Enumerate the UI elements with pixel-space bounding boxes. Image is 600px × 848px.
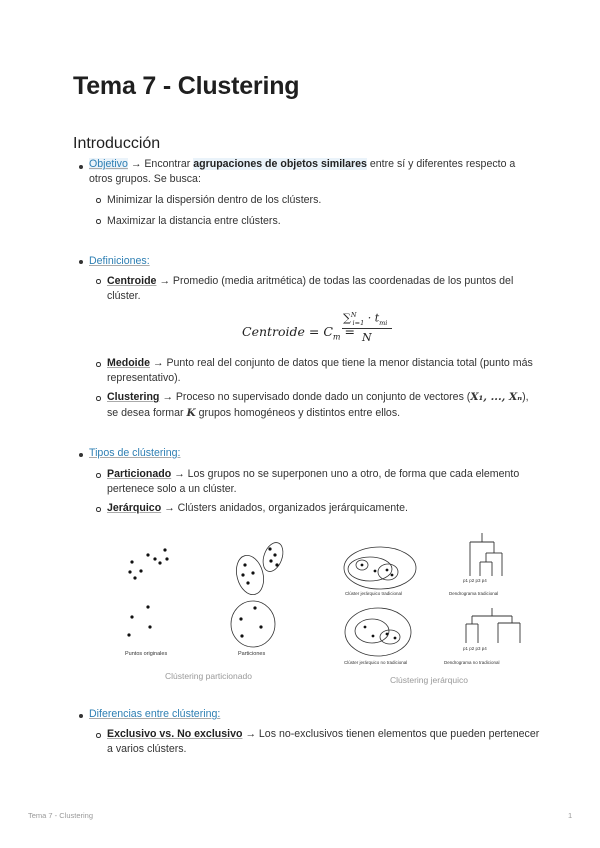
partitional-figure: [115, 535, 315, 665]
exclusivo-text: → Los no-exclusivos tienen elementos que pueden pertenecer: [242, 728, 540, 740]
sub-bullet-ring: [96, 279, 101, 284]
sub-bullet-ring: [96, 219, 101, 224]
clustering-line1: [107, 390, 529, 406]
exclusivo-line2: a varios clústers.: [107, 743, 187, 755]
label-dendrogram-nontraditional: Dendrograma no tradicional: [444, 660, 500, 665]
formula-sum: ∑: [343, 311, 351, 325]
leaves-traditional: p1 p2 p3 p4: [463, 578, 487, 583]
medoide-line2: representativo).: [107, 372, 181, 384]
clustering-end: ),: [522, 391, 529, 403]
objetivo-arrow-text: → Encontrar: [127, 158, 194, 170]
original-points-bottom: [127, 605, 151, 636]
label-cluster-traditional: Clúster jerárquico tradicional: [345, 591, 403, 596]
particionado-text: → Los grupos no se superponen uno a otro, de forma que cada elemento: [171, 468, 520, 480]
label-particiones: Particiones: [238, 651, 266, 657]
clustering-vectors: X₁, ..., Xₙ: [470, 391, 523, 403]
centroide-text: → Promedio (media aritmética) de todas las coordenadas de los puntos del: [156, 275, 514, 287]
particionado-line1: [107, 467, 519, 483]
jerarquico-line1: [107, 501, 408, 517]
centroid-formula: [242, 324, 355, 342]
original-points-top: [128, 548, 168, 579]
traditional-dendrogram: [470, 533, 502, 576]
sub-bullet-ring: [96, 198, 101, 203]
clustering-text: → Proceso no supervisado donde dado un conjunto de vectores (: [159, 391, 471, 403]
tipos-label: Tipos de clústering:: [89, 447, 181, 459]
centroide-line2: clúster.: [107, 290, 141, 302]
footer-title: Tema 7 - Clustering: [28, 811, 94, 820]
bullet-dot: [79, 165, 83, 169]
particionado-line2: pertenece solo a un clúster.: [107, 483, 237, 495]
objetivo-rest: entre sí y diferentes respecto a: [366, 158, 516, 170]
fraction-bar: [342, 328, 392, 329]
intro-heading: Introducción: [73, 135, 161, 152]
formula-eq: =: [344, 324, 355, 339]
formula-sub: m: [332, 332, 341, 342]
objetivo-label: Objetivo: [89, 158, 128, 170]
formula-term-sub: mi: [379, 318, 388, 327]
objetivo-subitem: Minimizar la dispersión dentro de los clústers.: [107, 194, 322, 206]
definiciones-label: Definiciones:: [89, 255, 150, 267]
particionado-term: Particionado: [107, 468, 172, 480]
objetivo-line1: [89, 157, 515, 173]
footer-page-number: 1: [568, 811, 573, 820]
nontraditional-cluster: [345, 608, 411, 656]
page-title: Tema 7 - Clustering: [73, 72, 300, 100]
hierarchical-figure: [340, 528, 530, 668]
caption-partitional: Clústering particionado: [165, 671, 252, 681]
centroide-term: Centroide: [107, 275, 157, 287]
medoide-line1: [107, 356, 533, 372]
label-cluster-nontraditional: Clúster jerárquico no tradicional: [344, 660, 408, 665]
clustering-line2: [107, 406, 400, 422]
sub-bullet-ring: [96, 362, 101, 367]
bullet-dot: [79, 714, 83, 718]
sub-bullet-ring: [96, 396, 101, 401]
objetivo-bold: agrupaciones de objetos similares: [193, 158, 367, 170]
leaves-nontraditional: p1 p2 p3 p4: [463, 646, 487, 651]
objetivo-subitem: Maximizar la distancia entre clústers.: [107, 215, 281, 227]
sub-bullet-ring: [96, 507, 101, 512]
sub-bullet-ring: [96, 733, 101, 738]
formula-denominator: N: [362, 331, 372, 344]
traditional-cluster: [344, 547, 416, 589]
exclusivo-line1: [107, 727, 539, 743]
medoide-text: → Punto real del conjunto de datos que tiene la menor distancia total (punto más: [149, 357, 533, 369]
clustering-term: Clustering: [107, 391, 160, 403]
nontraditional-dendrogram: [466, 608, 520, 643]
formula-sup: N: [350, 311, 357, 319]
medoide-term: Medoide: [107, 357, 150, 369]
clustering-line2b: grupos homogéneos y distintos entre ellos.: [195, 407, 401, 419]
partition-points-top: [232, 540, 286, 598]
jerarquico-text: → Clústers anidados, organizados jerárquicamente.: [161, 502, 408, 514]
objetivo-line2: otros grupos. Se busca:: [89, 173, 201, 185]
formula-numerator: [343, 311, 387, 327]
formula-term: · t: [367, 311, 380, 325]
diferencias-label: Diferencias entre clústering:: [89, 708, 221, 720]
centroide-line1: [107, 274, 513, 290]
sub-bullet-ring: [96, 473, 101, 478]
exclusivo-term: Exclusivo vs. No exclusivo: [107, 728, 243, 740]
jerarquico-term: Jerárquico: [107, 502, 162, 514]
bullet-dot: [79, 453, 83, 457]
formula-num-sub: i=1: [352, 318, 365, 327]
clustering-k: K: [186, 407, 196, 419]
formula-lhs: Centroide = C: [242, 324, 333, 339]
caption-hierarchical: Clústering jerárquico: [390, 675, 468, 685]
label-dendrogram-traditional: Dendrograma tradicional: [449, 591, 499, 596]
clustering-line2a: se desea formar: [107, 407, 187, 419]
bullet-dot: [79, 260, 83, 264]
label-puntos-originales: Puntos originales: [125, 651, 168, 657]
partition-points-bottom: [231, 601, 275, 647]
